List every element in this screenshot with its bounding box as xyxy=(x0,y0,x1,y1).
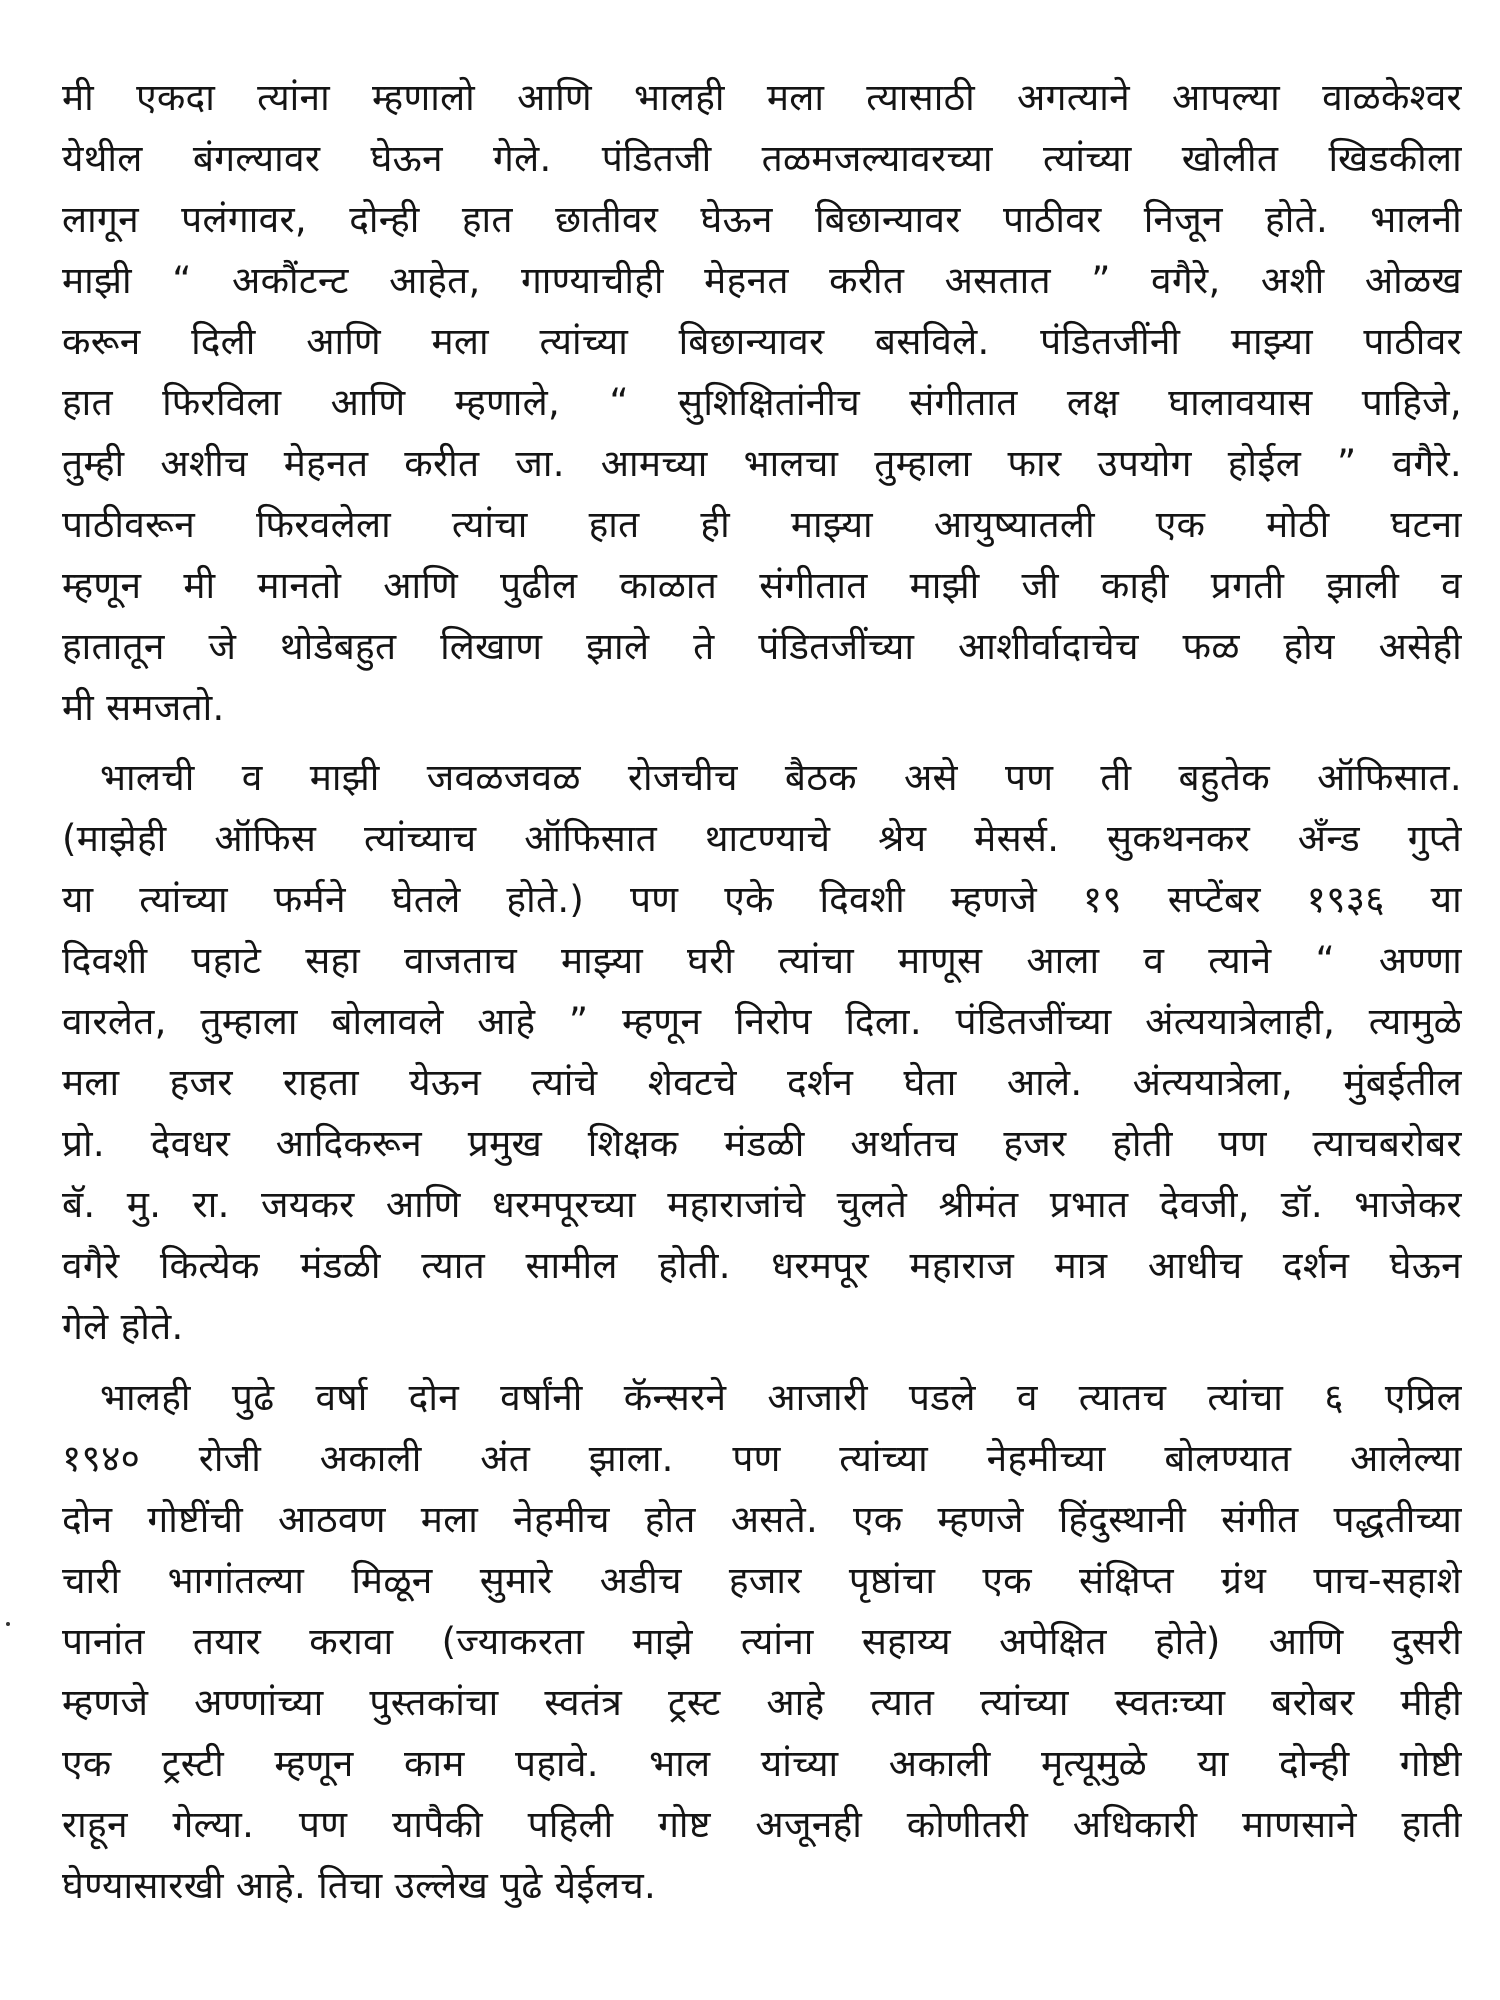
text-line: घेण्यासारखी आहे. तिचा उल्लेख पुढे येईलच. xyxy=(62,1864,657,1907)
scan-speck xyxy=(6,1622,10,1626)
paragraph-first-line: भालही पुढे वर्षा दोन वर्षांनी कॅन्सरने आजारी पडले व त्यातच त्यांचा ६ एप्रिल xyxy=(100,1376,1462,1419)
text-line: तुम्ही अशीच मेहनत करीत जा. आमच्या भालचा तुम्हाला फार उपयोग होईल ” वगैरे. xyxy=(62,442,1462,485)
text-line: बॅ. मु. रा. जयकर आणि धरमपूरच्या महाराजांचे चुलते श्रीमंत प्रभात देवजी, डॉ. भाजेकर xyxy=(62,1183,1462,1226)
text-line: म्हणजे अण्णांच्या पुस्तकांचा स्वतंत्र ट्रस्ट आहे त्यात त्यांच्या स्वतःच्या बरोबर मीही xyxy=(62,1681,1462,1724)
text-line: हातातून जे थोडेबहुत लिखाण झाले ते पंडितजींच्या आशीर्वादाचेच फळ होय असेही xyxy=(62,625,1462,668)
text-line: मला हजर राहता येऊन त्यांचे शेवटचे दर्शन घेता आले. अंत्ययात्रेला, मुंबईतील xyxy=(62,1061,1462,1104)
text-line: पाठीवरून फिरवलेला त्यांचा हात ही माझ्या आयुष्यातली एक मोठी घटना xyxy=(62,503,1462,546)
text-line: हात फिरविला आणि म्हणाले, “ सुशिक्षितांनीच संगीतात लक्ष घालावयास पाहिजे, xyxy=(62,381,1462,424)
text-line: या त्यांच्या फर्मने घेतले होते.) पण एके दिवशी म्हणजे १९ सप्टेंबर १९३६ या xyxy=(62,878,1462,921)
text-line: मी समजतो. xyxy=(62,686,225,729)
text-line: करून दिली आणि मला त्यांच्या बिछान्यावर बसविले. पंडितजींनी माझ्या पाठीवर xyxy=(62,320,1462,363)
text-line: (माझेही ऑफिस त्यांच्याच ऑफिसात थाटण्याचे श्रेय मेसर्स. सुकथनकर अँन्ड गुप्ते xyxy=(62,817,1462,860)
text-line: १९४० रोजी अकाली अंत झाला. पण त्यांच्या नेहमीच्या बोलण्यात आलेल्या xyxy=(62,1437,1462,1480)
text-line: मी एकदा त्यांना म्हणालो आणि भालही मला त्यासाठी अगत्याने आपल्या वाळकेश्वर xyxy=(62,76,1462,119)
text-line: राहून गेल्या. पण यापैकी पहिली गोष्ट अजूनही कोणीतरी अधिकारी माणसाने हाती xyxy=(62,1803,1462,1846)
text-line: येथील बंगल्यावर घेऊन गेले. पंडितजी तळमजल्यावरच्या त्यांच्या खोलीत खिडकीला xyxy=(62,137,1462,180)
text-line: चारी भागांतल्या मिळून सुमारे अडीच हजार पृष्ठांचा एक संक्षिप्त ग्रंथ पाच-सहाशे xyxy=(62,1559,1462,1602)
text-line: म्हणून मी मानतो आणि पुढील काळात संगीतात माझी जी काही प्रगती झाली व xyxy=(62,564,1462,607)
paragraph-first-line: भालची व माझी जवळजवळ रोजचीच बैठक असे पण ती बहुतेक ऑफिसात. xyxy=(100,756,1462,799)
text-line: दिवशी पहाटे सहा वाजताच माझ्या घरी त्यांचा माणूस आला व त्याने “ अण्णा xyxy=(62,939,1462,982)
text-line: गेले होते. xyxy=(62,1305,184,1348)
text-line: प्रो. देवधर आदिकरून प्रमुख शिक्षक मंडळी अर्थातच हजर होती पण त्याचबरोबर xyxy=(62,1122,1462,1165)
text-line: वारलेत, तुम्हाला बोलावले आहे ” म्हणून निरोप दिला. पंडितजींच्या अंत्ययात्रेलाही, त्यामुळे xyxy=(62,1000,1462,1043)
text-line: माझी “ अकौंटन्ट आहेत, गाण्याचीही मेहनत करीत असतात ” वगैरे, अशी ओळख xyxy=(62,259,1462,302)
text-line: पानांत तयार करावा (ज्याकरता माझे त्यांना सहाय्य अपेक्षित होते) आणि दुसरी xyxy=(62,1620,1462,1663)
text-line: दोन गोष्टींची आठवण मला नेहमीच होत असते. एक म्हणजे हिंदुस्थानी संगीत पद्धतीच्या xyxy=(62,1498,1462,1541)
text-line: एक ट्रस्टी म्हणून काम पहावे. भाल यांच्या अकाली मृत्यूमुळे या दोन्ही गोष्टी xyxy=(62,1742,1462,1785)
text-line: वगैरे कित्येक मंडळी त्यात सामील होती. धरमपूर महाराज मात्र आधीच दर्शन घेऊन xyxy=(62,1244,1462,1287)
text-line: लागून पलंगावर, दोन्ही हात छातीवर घेऊन बिछान्यावर पाठीवर निजून होते. भालनी xyxy=(62,198,1462,241)
